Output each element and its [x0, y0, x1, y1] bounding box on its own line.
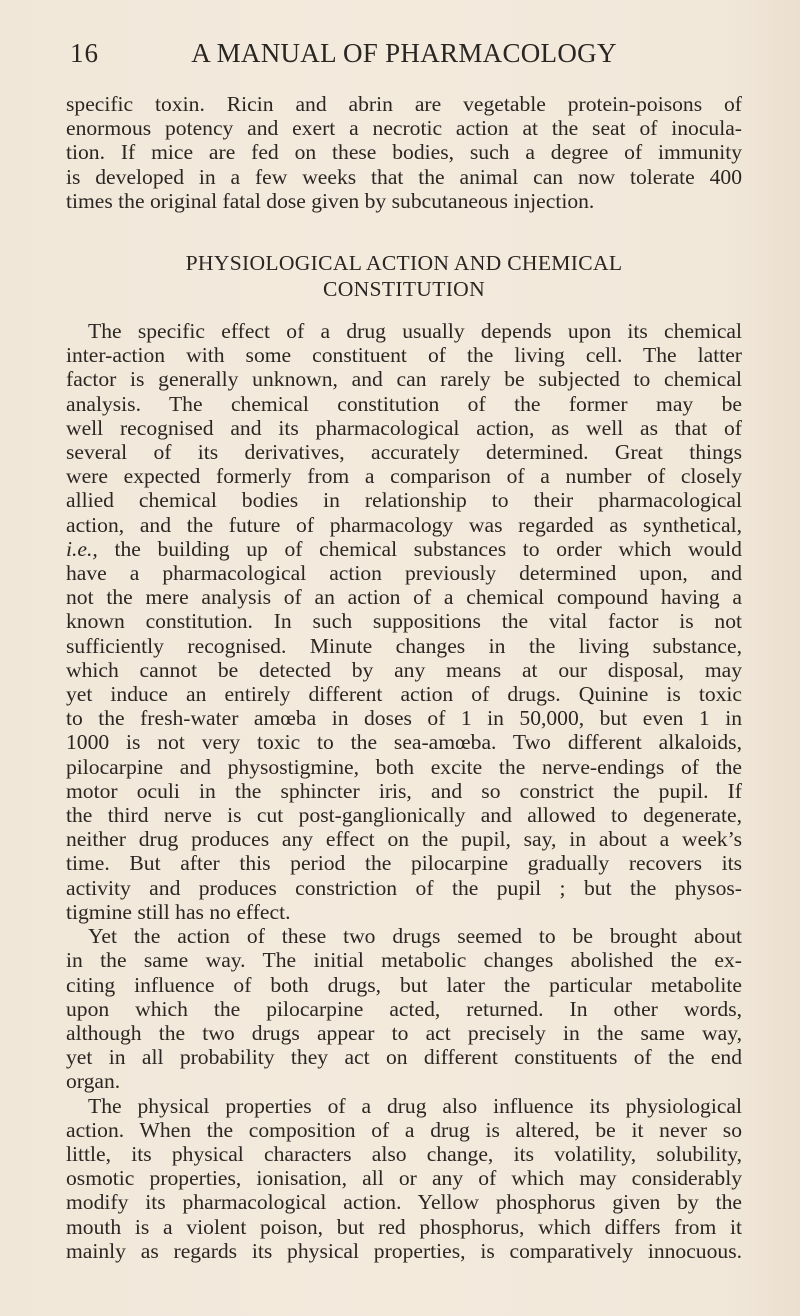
italic-abbreviation: i.e.,: [66, 536, 98, 561]
text-line-with-italic: [66, 537, 742, 561]
text-line: not the mere analysis of an action of a chemical compound having a: [66, 585, 742, 610]
text-line: The specific effect of a drug usually depends upon its chemical: [88, 319, 742, 344]
text-line: organ.: [66, 1069, 121, 1094]
text-line: mouth is a violent poison, but red phosphorus, which differs from it: [66, 1214, 742, 1239]
paragraph-chemical-constitution: [66, 319, 742, 924]
text-line: to the fresh-water amœba in doses of 1 in 50,000, but even 1 in: [66, 706, 742, 731]
text-line: 1000 is not very toxic to the sea-amœba. Two different alkaloids,: [66, 730, 742, 755]
text-line: well recognised and its pharmacological action, as well as that of: [66, 415, 742, 440]
text-line: osmotic properties, ionisation, all or any of which may considerably: [66, 1166, 742, 1191]
text-line: several of its derivatives, accurately determined. Great things: [66, 440, 742, 465]
text-line: the third nerve is cut post-ganglionically and allowed to degenerate,: [66, 803, 742, 828]
text-line: yet in all probability they act on different constituents of the end: [66, 1045, 742, 1070]
text-line: action, and the future of pharmacology was regarded as synthetical,: [66, 512, 742, 537]
text-line: is developed in a few weeks that the animal can now tolerate 400: [66, 164, 742, 189]
text-line: specific toxin. Ricin and abrin are vegetable protein-poisons of: [66, 92, 742, 116]
text-line: pilocarpine and physostigmine, both excite the nerve-endings of the: [66, 754, 742, 779]
text-line-rest: the building up of chemical substances to order which would: [114, 536, 742, 561]
page-number: 16: [70, 38, 99, 68]
text-line: tion. If mice are fed on these bodies, such a degree of immunity: [66, 140, 742, 165]
section-heading-line: CONSTITUTION: [323, 277, 485, 302]
text-line: analysis. The chemical constitution of the former may be: [66, 391, 742, 416]
text-line: enormous potency and exert a necrotic action at the seat of inocula-: [66, 116, 742, 141]
text-line: action. When the composition of a drug is altered, be it never so: [66, 1117, 742, 1142]
text-line: citing influence of both drugs, but later the particular metabolite: [66, 972, 742, 997]
running-head: [68, 38, 740, 78]
text-line: Yet the action of these two drugs seemed to be brought about: [88, 924, 742, 949]
text-line: little, its physical characters also change, its volatility, solubility,: [66, 1141, 742, 1166]
text-line: times the original fatal dose given by subcutaneous injection.: [66, 188, 595, 213]
paragraph-physical-properties: [66, 1094, 742, 1263]
text-line: motor oculi in the sphincter iris, and so constrict the pupil. If: [66, 778, 742, 803]
text-line: yet induce an entirely different action of drugs. Quinine is toxic: [66, 682, 742, 707]
running-title: A MANUAL OF PHARMACOLOGY: [191, 38, 617, 68]
text-line: neither drug produces any effect on the pupil, say, in about a week’s: [66, 827, 742, 852]
text-line: modify its pharmacological action. Yellow phosphorus given by the: [66, 1190, 742, 1215]
text-line: have a pharmacological action previously determined upon, and: [66, 561, 742, 586]
text-line: upon which the pilocarpine acted, returned. In other words,: [66, 996, 742, 1021]
text-line: sufficiently recognised. Minute changes in the living substance,: [66, 633, 742, 658]
text-line: known constitution. In such suppositions the vital factor is not: [66, 609, 742, 634]
text-line: which cannot be detected by any means at our disposal, may: [66, 657, 742, 682]
text-line: time. But after this period the pilocarpine gradually recovers its: [66, 851, 742, 876]
text-line: inter-action with some constituent of the living cell. The latter: [66, 343, 742, 368]
text-line: in the same way. The initial metabolic changes abolished the ex-: [66, 948, 742, 973]
body-text: [66, 92, 742, 1263]
paragraph-two-drugs: [66, 924, 742, 1093]
text-line: although the two drugs appear to act precisely in the same way,: [66, 1020, 742, 1045]
section-heading: [66, 250, 742, 302]
text-line: The physical properties of a drug also influence its physiological: [88, 1093, 742, 1118]
text-line: were expected formerly from a comparison of a number of closely: [66, 464, 742, 489]
section-heading-line: PHYSIOLOGICAL ACTION AND CHEMICAL: [185, 251, 623, 276]
paragraph-continuation: [66, 92, 742, 213]
text-line: activity and produces constriction of the pupil ; but the physos-: [66, 875, 742, 900]
text-line: tigmine still has no effect.: [66, 899, 291, 924]
text-line: allied chemical bodies in relationship to their pharmacological: [66, 488, 742, 513]
text-line: mainly as regards its physical properties, is comparatively innocuous.: [66, 1238, 742, 1263]
text-line: factor is generally unknown, and can rarely be subjected to chemical: [66, 367, 742, 392]
